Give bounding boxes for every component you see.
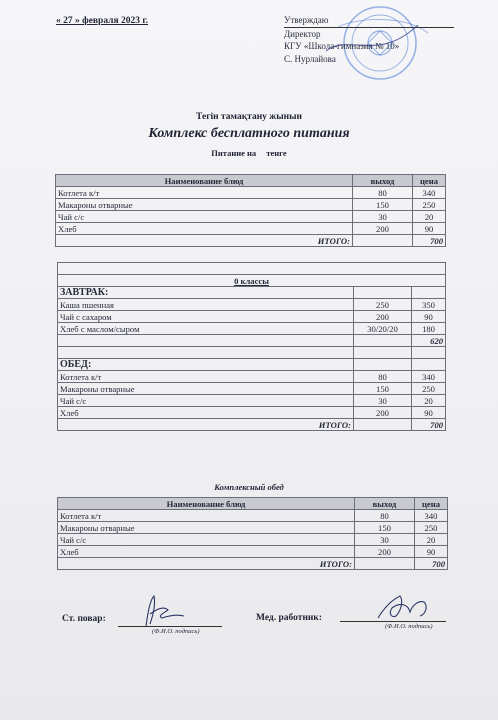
breakfast-label: ЗАВТРАК: — [58, 287, 354, 299]
table-row — [58, 395, 446, 407]
dish-price: 20 — [415, 534, 448, 546]
cook-signature — [132, 592, 192, 630]
sub-title-right: тенге — [266, 148, 287, 158]
table-row — [58, 407, 446, 419]
column-header-out: выход — [355, 498, 415, 510]
dish-out: 30/20/20 — [354, 323, 412, 335]
dish-name: Хлеб — [56, 223, 353, 235]
total-row — [56, 235, 446, 247]
table-row — [56, 187, 446, 199]
lunch-label: ОБЕД: — [58, 359, 354, 371]
dish-out: 30 — [355, 534, 415, 546]
table-row — [58, 546, 448, 558]
total-value: 700 — [412, 419, 446, 431]
dish-price: 340 — [413, 187, 446, 199]
dish-name: Макароны отварные — [58, 383, 354, 395]
main-title: Комплекс бесплатного питания — [148, 126, 350, 141]
sub-title-left: Питание на — [211, 148, 257, 158]
dish-name: Хлеб — [58, 546, 355, 558]
class-label: 0 классы — [58, 275, 446, 287]
dish-out: 150 — [354, 383, 412, 395]
dish-price: 250 — [415, 522, 448, 534]
total-label: ИТОГО: — [56, 235, 353, 247]
approval-block — [284, 14, 454, 65]
dish-price: 90 — [415, 546, 448, 558]
dish-name: Каша пшенная — [58, 299, 354, 311]
med-signature-line — [340, 621, 446, 622]
med-caption: (Ф.И.О. подпись) — [385, 623, 433, 630]
dish-price: 180 — [412, 323, 446, 335]
total-value: 700 — [415, 558, 448, 570]
dish-price: 90 — [412, 407, 446, 419]
table-row — [58, 383, 446, 395]
table-header — [58, 498, 448, 510]
dish-out: 80 — [353, 187, 413, 199]
dish-name: Чай с/с — [58, 395, 354, 407]
dish-price: 250 — [413, 199, 446, 211]
dish-price: 90 — [413, 223, 446, 235]
dish-price: 350 — [412, 299, 446, 311]
total-value: 700 — [413, 235, 446, 247]
sub-title — [0, 148, 498, 158]
document-date: « 27 » февраля 2023 г. — [56, 16, 148, 26]
table-header — [56, 175, 446, 187]
table-row — [56, 223, 446, 235]
dish-out: 250 — [354, 299, 412, 311]
total-row — [58, 558, 448, 570]
med-label: Мед. работник: — [256, 613, 323, 623]
cook-signature-line — [118, 626, 222, 627]
total-row — [58, 335, 446, 347]
dish-out: 200 — [355, 546, 415, 558]
dish-name: Хлеб с маслом/сыром — [58, 323, 354, 335]
approval-line: Утверждаю — [284, 14, 454, 28]
column-header-price: цена — [413, 175, 446, 187]
table-row — [58, 311, 446, 323]
dish-name: Хлеб — [58, 407, 354, 419]
table-row — [58, 510, 448, 522]
dish-price: 20 — [413, 211, 446, 223]
table-row — [56, 211, 446, 223]
dish-out: 200 — [354, 311, 412, 323]
dish-name: Чай с сахаром — [58, 311, 354, 323]
approval-line: Директор — [284, 28, 321, 39]
dish-out: 150 — [353, 199, 413, 211]
dish-out: 200 — [353, 223, 413, 235]
dish-name: Котлета к/т — [56, 187, 353, 199]
total-label: ИТОГО: — [58, 419, 354, 431]
kazakh-title: Тегін тамақтану жынын — [196, 112, 302, 122]
approval-line: КГУ «Школа-гимназия № 10» — [284, 41, 400, 51]
dish-price: 250 — [412, 383, 446, 395]
table-row — [58, 371, 446, 383]
table-row — [58, 299, 446, 311]
menu-table-main — [55, 174, 446, 247]
meal-row — [58, 359, 446, 371]
column-header-name: Наименование блюд — [58, 498, 355, 510]
table-row — [58, 522, 448, 534]
table-row — [56, 199, 446, 211]
class-row — [58, 275, 446, 287]
dish-name: Котлета к/т — [58, 371, 354, 383]
menu-table-class0 — [57, 262, 446, 431]
dish-name: Макароны отварные — [56, 199, 353, 211]
table-row — [58, 534, 448, 546]
column-header-price: цена — [415, 498, 448, 510]
dish-price: 340 — [412, 371, 446, 383]
complex-title: Комплексный обед — [214, 482, 284, 492]
total-row — [58, 419, 446, 431]
dish-name: Чай с/с — [58, 534, 355, 546]
dish-out: 80 — [354, 371, 412, 383]
dish-price: 90 — [412, 311, 446, 323]
dish-name: Котлета к/т — [58, 510, 355, 522]
dish-out: 200 — [354, 407, 412, 419]
breakfast-total: 620 — [412, 335, 446, 347]
dish-out: 150 — [355, 522, 415, 534]
cook-caption: (Ф.И.О. подпись) — [152, 628, 200, 635]
dish-out: 30 — [353, 211, 413, 223]
approval-line: С. Нурлайова — [284, 53, 336, 64]
column-header-out: выход — [353, 175, 413, 187]
dish-out: 30 — [354, 395, 412, 407]
dish-price: 340 — [415, 510, 448, 522]
dish-price: 20 — [412, 395, 446, 407]
meal-row — [58, 287, 446, 299]
column-header-name: Наименование блюд — [56, 175, 353, 187]
dish-out: 80 — [355, 510, 415, 522]
cook-label: Ст. повар: — [62, 614, 106, 624]
table-row — [58, 323, 446, 335]
dish-name: Чай с/с — [56, 211, 353, 223]
menu-table-complex — [57, 497, 448, 570]
dish-name: Макароны отварные — [58, 522, 355, 534]
total-label: ИТОГО: — [58, 558, 355, 570]
